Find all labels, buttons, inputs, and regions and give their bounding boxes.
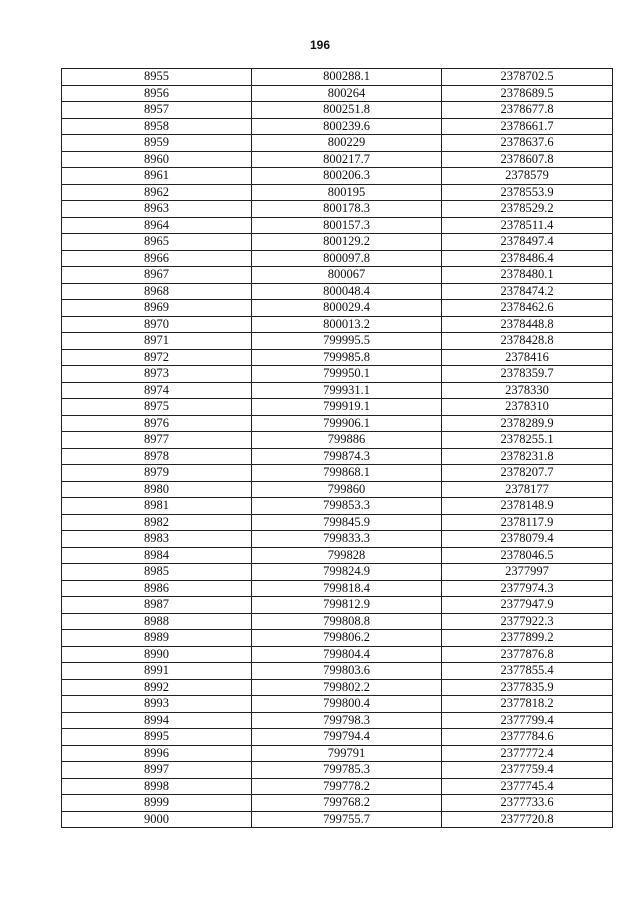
y-coordinate-cell: 2378117.9 [442, 514, 613, 531]
x-coordinate-cell: 799931.1 [252, 382, 442, 399]
y-coordinate-cell: 2377784.6 [442, 729, 613, 746]
x-coordinate-cell: 800097.8 [252, 250, 442, 267]
table-row [62, 514, 613, 531]
table-row [62, 448, 613, 465]
point-number-cell: 8983 [62, 531, 252, 548]
table-row [62, 151, 613, 168]
y-coordinate-cell: 2378416 [442, 349, 613, 366]
point-number-cell: 8980 [62, 481, 252, 498]
table-row [62, 811, 613, 828]
x-coordinate-cell: 799808.8 [252, 613, 442, 630]
point-number-cell: 8958 [62, 118, 252, 135]
y-coordinate-cell: 2378553.9 [442, 184, 613, 201]
y-coordinate-cell: 2377772.4 [442, 745, 613, 762]
point-number-cell: 8985 [62, 564, 252, 581]
x-coordinate-cell: 799803.6 [252, 663, 442, 680]
y-coordinate-cell: 2377997 [442, 564, 613, 581]
point-number-cell: 8973 [62, 366, 252, 383]
coordinates-table-body [62, 69, 613, 828]
table-row [62, 85, 613, 102]
table-row [62, 135, 613, 152]
table-row [62, 597, 613, 614]
table-row [62, 580, 613, 597]
point-number-cell: 8979 [62, 465, 252, 482]
y-coordinate-cell: 2378330 [442, 382, 613, 399]
table-row [62, 349, 613, 366]
table-row [62, 778, 613, 795]
x-coordinate-cell: 800288.1 [252, 69, 442, 86]
point-number-cell: 8997 [62, 762, 252, 779]
y-coordinate-cell: 2377922.3 [442, 613, 613, 630]
y-coordinate-cell: 2378289.9 [442, 415, 613, 432]
point-number-cell: 8961 [62, 168, 252, 185]
y-coordinate-cell: 2378689.5 [442, 85, 613, 102]
x-coordinate-cell: 799874.3 [252, 448, 442, 465]
y-coordinate-cell: 2378661.7 [442, 118, 613, 135]
x-coordinate-cell: 800048.4 [252, 283, 442, 300]
coordinates-table [61, 68, 613, 828]
table-row [62, 729, 613, 746]
x-coordinate-cell: 799785.3 [252, 762, 442, 779]
table-row [62, 663, 613, 680]
x-coordinate-cell: 799985.8 [252, 349, 442, 366]
table-row [62, 102, 613, 119]
y-coordinate-cell: 2377799.4 [442, 712, 613, 729]
y-coordinate-cell: 2378637.6 [442, 135, 613, 152]
point-number-cell: 8976 [62, 415, 252, 432]
y-coordinate-cell: 2378462.6 [442, 300, 613, 317]
x-coordinate-cell: 799995.5 [252, 333, 442, 350]
table-row [62, 69, 613, 86]
point-number-cell: 8968 [62, 283, 252, 300]
y-coordinate-cell: 2377759.4 [442, 762, 613, 779]
point-number-cell: 8978 [62, 448, 252, 465]
y-coordinate-cell: 2377835.9 [442, 679, 613, 696]
x-coordinate-cell: 799800.4 [252, 696, 442, 713]
point-number-cell: 8956 [62, 85, 252, 102]
y-coordinate-cell: 2378579 [442, 168, 613, 185]
x-coordinate-cell: 800264 [252, 85, 442, 102]
x-coordinate-cell: 799768.2 [252, 795, 442, 812]
x-coordinate-cell: 799828 [252, 547, 442, 564]
x-coordinate-cell: 799906.1 [252, 415, 442, 432]
y-coordinate-cell: 2378148.9 [442, 498, 613, 515]
x-coordinate-cell: 799806.2 [252, 630, 442, 647]
y-coordinate-cell: 2378497.4 [442, 234, 613, 251]
y-coordinate-cell: 2378480.1 [442, 267, 613, 284]
point-number-cell: 8990 [62, 646, 252, 663]
table-row [62, 201, 613, 218]
x-coordinate-cell: 799812.9 [252, 597, 442, 614]
y-coordinate-cell: 2378702.5 [442, 69, 613, 86]
point-number-cell: 8999 [62, 795, 252, 812]
table-row [62, 762, 613, 779]
point-number-cell: 8969 [62, 300, 252, 317]
point-number-cell: 8984 [62, 547, 252, 564]
x-coordinate-cell: 799802.2 [252, 679, 442, 696]
point-number-cell: 8987 [62, 597, 252, 614]
point-number-cell: 8966 [62, 250, 252, 267]
table-row [62, 250, 613, 267]
x-coordinate-cell: 799845.9 [252, 514, 442, 531]
table-row [62, 168, 613, 185]
point-number-cell: 8989 [62, 630, 252, 647]
table-row [62, 795, 613, 812]
point-number-cell: 9000 [62, 811, 252, 828]
x-coordinate-cell: 799919.1 [252, 399, 442, 416]
table-row [62, 415, 613, 432]
point-number-cell: 8977 [62, 432, 252, 449]
x-coordinate-cell: 799755.7 [252, 811, 442, 828]
y-coordinate-cell: 2377720.8 [442, 811, 613, 828]
y-coordinate-cell: 2377947.9 [442, 597, 613, 614]
x-coordinate-cell: 800067 [252, 267, 442, 284]
x-coordinate-cell: 799886 [252, 432, 442, 449]
x-coordinate-cell: 800029.4 [252, 300, 442, 317]
point-number-cell: 8975 [62, 399, 252, 416]
y-coordinate-cell: 2378486.4 [442, 250, 613, 267]
x-coordinate-cell: 799804.4 [252, 646, 442, 663]
table-row [62, 481, 613, 498]
y-coordinate-cell: 2378310 [442, 399, 613, 416]
table-row [62, 267, 613, 284]
x-coordinate-cell: 800229 [252, 135, 442, 152]
y-coordinate-cell: 2378359.7 [442, 366, 613, 383]
y-coordinate-cell: 2378046.5 [442, 547, 613, 564]
table-row [62, 547, 613, 564]
x-coordinate-cell: 800251.8 [252, 102, 442, 119]
point-number-cell: 8998 [62, 778, 252, 795]
table-row [62, 366, 613, 383]
x-coordinate-cell: 800129.2 [252, 234, 442, 251]
table-row [62, 333, 613, 350]
point-number-cell: 8970 [62, 316, 252, 333]
point-number-cell: 8994 [62, 712, 252, 729]
table-row [62, 679, 613, 696]
table-row [62, 630, 613, 647]
x-coordinate-cell: 799794.4 [252, 729, 442, 746]
table-row [62, 498, 613, 515]
y-coordinate-cell: 2378677.8 [442, 102, 613, 119]
point-number-cell: 8957 [62, 102, 252, 119]
point-number-cell: 8993 [62, 696, 252, 713]
y-coordinate-cell: 2378177 [442, 481, 613, 498]
x-coordinate-cell: 799778.2 [252, 778, 442, 795]
y-coordinate-cell: 2377899.2 [442, 630, 613, 647]
point-number-cell: 8967 [62, 267, 252, 284]
y-coordinate-cell: 2377733.6 [442, 795, 613, 812]
x-coordinate-cell: 799950.1 [252, 366, 442, 383]
y-coordinate-cell: 2378207.7 [442, 465, 613, 482]
y-coordinate-cell: 2377818.2 [442, 696, 613, 713]
table-row [62, 613, 613, 630]
y-coordinate-cell: 2377974.3 [442, 580, 613, 597]
table-row [62, 283, 613, 300]
x-coordinate-cell: 799818.4 [252, 580, 442, 597]
table-row [62, 399, 613, 416]
table-row [62, 184, 613, 201]
point-number-cell: 8955 [62, 69, 252, 86]
x-coordinate-cell: 800178.3 [252, 201, 442, 218]
x-coordinate-cell: 799860 [252, 481, 442, 498]
table-row [62, 300, 613, 317]
x-coordinate-cell: 799833.3 [252, 531, 442, 548]
table-row [62, 712, 613, 729]
y-coordinate-cell: 2377855.4 [442, 663, 613, 680]
table-row [62, 432, 613, 449]
table-row [62, 646, 613, 663]
x-coordinate-cell: 800206.3 [252, 168, 442, 185]
table-row [62, 316, 613, 333]
y-coordinate-cell: 2378079.4 [442, 531, 613, 548]
table-row [62, 465, 613, 482]
x-coordinate-cell: 800195 [252, 184, 442, 201]
point-number-cell: 8963 [62, 201, 252, 218]
y-coordinate-cell: 2378529.2 [442, 201, 613, 218]
table-row [62, 217, 613, 234]
table-row [62, 696, 613, 713]
point-number-cell: 8982 [62, 514, 252, 531]
y-coordinate-cell: 2378511.4 [442, 217, 613, 234]
point-number-cell: 8974 [62, 382, 252, 399]
y-coordinate-cell: 2378231.8 [442, 448, 613, 465]
table-row [62, 118, 613, 135]
y-coordinate-cell: 2378255.1 [442, 432, 613, 449]
x-coordinate-cell: 800157.3 [252, 217, 442, 234]
table-row [62, 382, 613, 399]
point-number-cell: 8972 [62, 349, 252, 366]
x-coordinate-cell: 799798.3 [252, 712, 442, 729]
x-coordinate-cell: 799853.3 [252, 498, 442, 515]
x-coordinate-cell: 800013.2 [252, 316, 442, 333]
point-number-cell: 8991 [62, 663, 252, 680]
point-number-cell: 8965 [62, 234, 252, 251]
y-coordinate-cell: 2378607.8 [442, 151, 613, 168]
x-coordinate-cell: 799791 [252, 745, 442, 762]
point-number-cell: 8960 [62, 151, 252, 168]
y-coordinate-cell: 2378474.2 [442, 283, 613, 300]
table-row [62, 234, 613, 251]
y-coordinate-cell: 2377745.4 [442, 778, 613, 795]
point-number-cell: 8995 [62, 729, 252, 746]
point-number-cell: 8992 [62, 679, 252, 696]
point-number-cell: 8959 [62, 135, 252, 152]
y-coordinate-cell: 2378428.8 [442, 333, 613, 350]
point-number-cell: 8962 [62, 184, 252, 201]
x-coordinate-cell: 799868.1 [252, 465, 442, 482]
table-row [62, 745, 613, 762]
point-number-cell: 8981 [62, 498, 252, 515]
point-number-cell: 8971 [62, 333, 252, 350]
table-row [62, 531, 613, 548]
point-number-cell: 8988 [62, 613, 252, 630]
point-number-cell: 8964 [62, 217, 252, 234]
page-number: 196 [309, 38, 331, 52]
x-coordinate-cell: 799824.9 [252, 564, 442, 581]
table-row [62, 564, 613, 581]
y-coordinate-cell: 2377876.8 [442, 646, 613, 663]
y-coordinate-cell: 2378448.8 [442, 316, 613, 333]
x-coordinate-cell: 800217.7 [252, 151, 442, 168]
x-coordinate-cell: 800239.6 [252, 118, 442, 135]
point-number-cell: 8996 [62, 745, 252, 762]
point-number-cell: 8986 [62, 580, 252, 597]
